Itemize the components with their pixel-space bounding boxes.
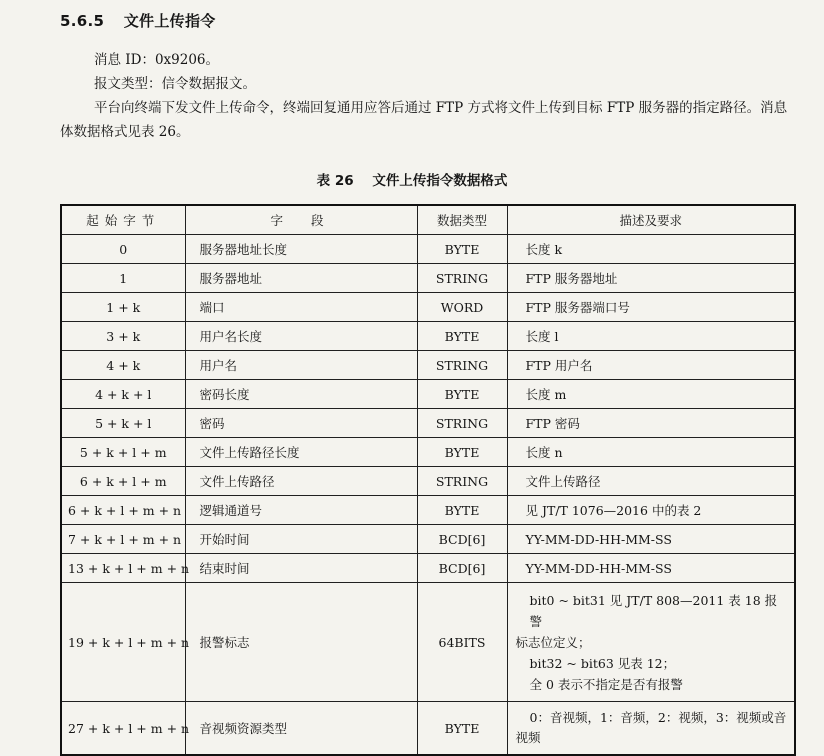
alarm-desc-line-2: 标志位定义；: [515, 634, 591, 650]
field-cell: 密码: [185, 409, 417, 438]
table-caption: [0, 169, 824, 189]
data-format-table: [60, 204, 796, 756]
field-cell: 结束时间: [185, 554, 417, 583]
desc-cell: 见 JT/T 1076—2016 中的表 2: [507, 496, 795, 525]
message-id-paragraph: 消息 ID：0x9206。: [94, 52, 220, 68]
desc-cell: 文件上传路径: [507, 467, 795, 496]
table-row: [61, 322, 795, 351]
start-byte-cell: 13 + k + l + m + n: [61, 554, 185, 583]
start-byte-cell: 4 + k + l: [61, 380, 185, 409]
alarm-desc-line-1: bit0 ~ bit31 见 JT/T 808—2011 表 18 报警: [529, 592, 778, 629]
type-cell: STRING: [417, 264, 507, 293]
start-byte-cell: 5 + k + l: [61, 409, 185, 438]
table-number: 表 26: [316, 173, 354, 189]
table-row: [61, 380, 795, 409]
type-cell: BYTE: [417, 235, 507, 264]
field-cell: 开始时间: [185, 525, 417, 554]
table-row: [61, 702, 795, 756]
type-cell: WORD: [417, 293, 507, 322]
table-row: [61, 235, 795, 264]
start-byte-cell: 4 + k: [61, 351, 185, 380]
start-byte-cell: 1 + k: [61, 293, 185, 322]
table-row: [61, 554, 795, 583]
desc-cell: [507, 583, 795, 702]
table-row: [61, 525, 795, 554]
start-byte-cell: 7 + k + l + m + n: [61, 525, 185, 554]
table-row: [61, 409, 795, 438]
field-cell: 音视频资源类型: [185, 702, 417, 756]
desc-cell: 长度 l: [507, 322, 795, 351]
type-cell: BCD[6]: [417, 554, 507, 583]
field-cell: 用户名长度: [185, 322, 417, 351]
start-byte-cell: 5 + k + l + m: [61, 438, 185, 467]
start-byte-cell: 1: [61, 264, 185, 293]
type-cell: STRING: [417, 351, 507, 380]
field-cell: 逻辑通道号: [185, 496, 417, 525]
field-cell: 服务器地址: [185, 264, 417, 293]
desc-cell: 长度 m: [507, 380, 795, 409]
header-field: 字段: [185, 205, 417, 235]
table-row: [61, 293, 795, 322]
header-data-type: 数据类型: [417, 205, 507, 235]
field-cell: 服务器地址长度: [185, 235, 417, 264]
header-description: 描述及要求: [507, 205, 795, 235]
type-cell: 64BITS: [417, 583, 507, 702]
desc-cell: YY-MM-DD-HH-MM-SS: [507, 554, 795, 583]
header-start-byte: 起始字节: [61, 205, 185, 235]
alarm-desc-line-4: 全 0 表示不指定是否有报警: [529, 676, 683, 692]
field-cell: 报警标志: [185, 583, 417, 702]
field-cell: 文件上传路径长度: [185, 438, 417, 467]
desc-cell: FTP 密码: [507, 409, 795, 438]
start-byte-cell: 19 + k + l + m + n: [61, 583, 185, 702]
table-header-row: [61, 205, 795, 235]
type-cell: STRING: [417, 409, 507, 438]
av-desc-line-1: 0：音视频，1：音频，2：视频，3：视频或音: [529, 710, 787, 725]
desc-cell: FTP 用户名: [507, 351, 795, 380]
desc-cell: FTP 服务器地址: [507, 264, 795, 293]
type-cell: BCD[6]: [417, 525, 507, 554]
table-row: [61, 467, 795, 496]
desc-cell: FTP 服务器端口号: [507, 293, 795, 322]
alarm-desc-line-3: bit32 ~ bit63 见表 12；: [529, 655, 676, 671]
section-number: 5.6.5: [60, 12, 105, 30]
table-title: 文件上传指令数据格式: [372, 173, 508, 189]
type-cell: BYTE: [417, 322, 507, 351]
section-heading: [60, 10, 216, 31]
type-cell: BYTE: [417, 496, 507, 525]
type-cell: BYTE: [417, 702, 507, 756]
type-cell: STRING: [417, 467, 507, 496]
table-row: [61, 264, 795, 293]
table-row: [61, 438, 795, 467]
start-byte-cell: 0: [61, 235, 185, 264]
desc-cell: 长度 n: [507, 438, 795, 467]
start-byte-cell: 6 + k + l + m: [61, 467, 185, 496]
table-row: [61, 496, 795, 525]
start-byte-cell: 6 + k + l + m + n: [61, 496, 185, 525]
start-byte-cell: 27 + k + l + m + n: [61, 702, 185, 756]
field-cell: 用户名: [185, 351, 417, 380]
section-title: 文件上传指令: [123, 12, 216, 30]
table-row: [61, 583, 795, 702]
message-type-paragraph: 报文类型：信令数据报文。: [94, 76, 256, 92]
desc-cell: 长度 k: [507, 235, 795, 264]
desc-cell: YY-MM-DD-HH-MM-SS: [507, 525, 795, 554]
field-cell: 密码长度: [185, 380, 417, 409]
description-paragraph: 平台向终端下发文件上传命令，终端回复通用应答后通过 FTP 方式将文件上传到目标 FTP 服务器的指定路径。消息体数据格式见表 26。: [60, 100, 788, 140]
field-cell: 端口: [185, 293, 417, 322]
av-desc-line-2: 视频: [515, 730, 541, 745]
type-cell: BYTE: [417, 438, 507, 467]
start-byte-cell: 3 + k: [61, 322, 185, 351]
table-row: [61, 351, 795, 380]
type-cell: BYTE: [417, 380, 507, 409]
desc-cell: [507, 702, 795, 756]
field-cell: 文件上传路径: [185, 467, 417, 496]
